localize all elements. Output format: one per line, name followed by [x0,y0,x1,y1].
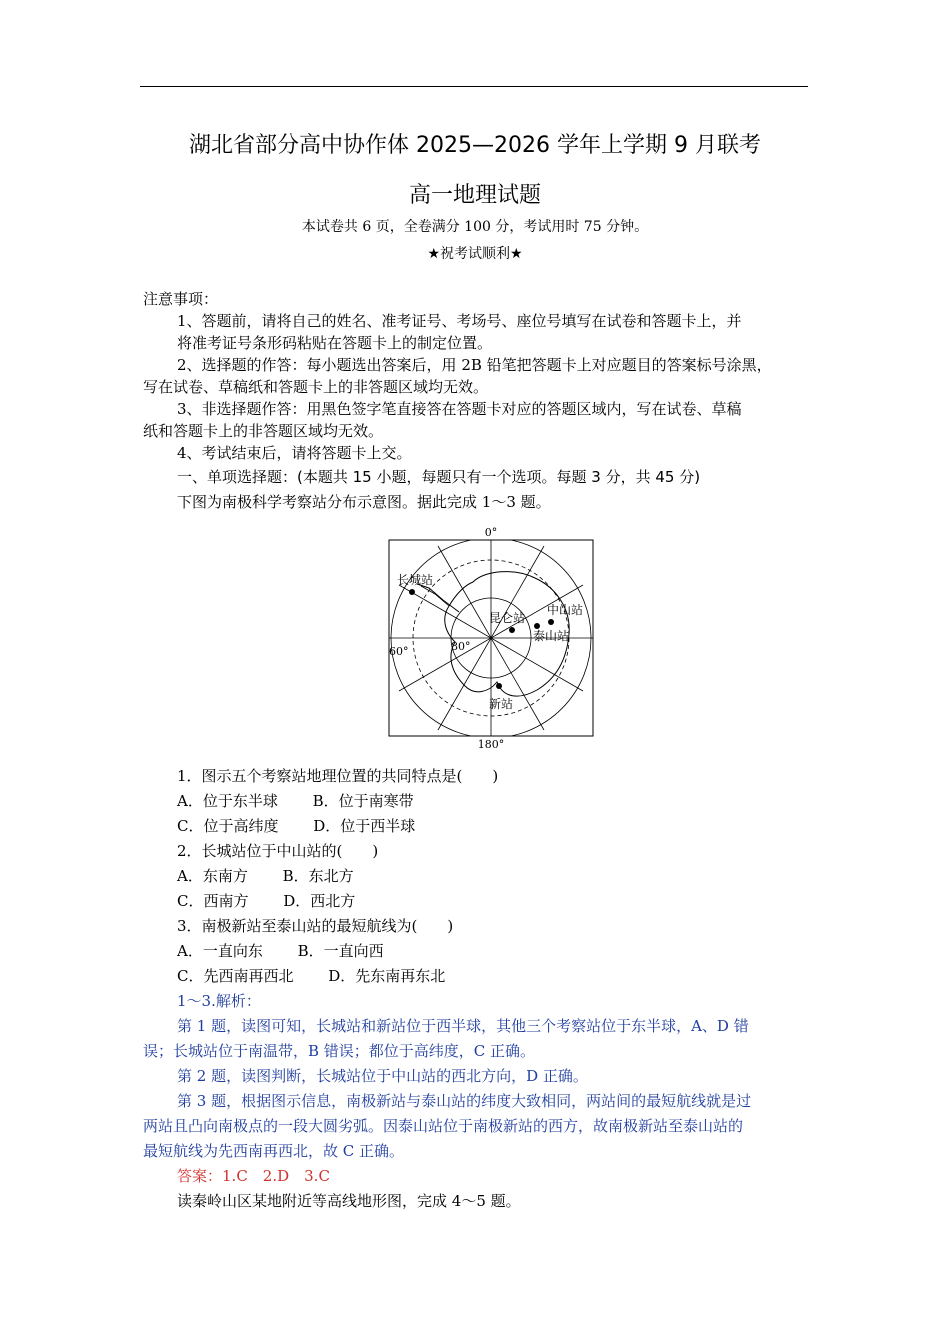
answer-text: 1.C 2.D 3.C [222,1167,330,1185]
question-stem: 2．长城站位于中山站的( ) [177,842,379,860]
question-options: C．西南方 D．西北方 [177,892,356,910]
question-stem: 1．图示五个考察站地理位置的共同特点是( ) [177,767,499,785]
section-heading [177,467,700,487]
analysis-line: 两站且凸向南极点的一段大圆劣弧。因泰山站位于南极新站的西方，故南极新站至泰山站的 [143,1117,744,1135]
question-intro: 读秦岭山区某地附近等高线地形图，完成 4～5 题。 [177,1192,521,1210]
analysis-line: 第 2 题，读图判断，长城站位于中山站的西北方向，D 正确。 [177,1067,588,1085]
station-label-xinzhan: 新站 [489,697,514,711]
good-luck-text: ★祝考试顺利★ [427,246,523,262]
station-label-taishan: 泰山站 [533,629,570,643]
map-label-60: 60° [389,645,409,658]
exam-meta: 本试卷共 6 页，全卷满分 100 分，考试用时 75 分钟。 [301,219,649,235]
exam-title: 湖北省部分高中协作体 2025—2026 学年上学期 9 月联考 [189,133,761,158]
header-rule [140,86,808,87]
notice-item: 写在试卷、草稿纸和答题卡上的非答题区域均无效。 [143,378,489,396]
analysis-line: 第 1 题，读图可知，长城站和新站位于西半球，其他三个考察站位于东半球，A、D 错 [177,1017,749,1035]
station-label-zhongshan: 中山站 [547,603,584,617]
question-options: A．东南方 B．东北方 [177,867,354,885]
station-dot-zhongshan [548,619,554,625]
map-label-80: 80° [451,640,471,653]
station-dot-kunlun [509,627,515,633]
exam-subtitle: 高一地理试题 [408,183,541,208]
question-intro: 下图为南极科学考察站分布示意图。据此完成 1～3 题。 [177,493,551,511]
station-label-kunlun: 昆仑站 [489,611,526,625]
notice-heading: 注意事项： [143,290,219,308]
notice-item: 2、选择题的作答：每小题选出答案后，用 2B 铅笔把答题卡上对应题目的答案标号涂黑， [177,356,772,374]
analysis-line: 误；长城站位于南温带，B 错误；都位于高纬度，C 正确。 [143,1042,536,1060]
station-label-changcheng: 长城站 [397,573,434,587]
analysis-line: 第 3 题，根据图示信息，南极新站与泰山站的纬度大致相同，两站间的最短航线就是过 [177,1092,752,1110]
station-dot-xinzhan [496,683,502,689]
notice-item: 4、考试结束后，请将答题卡上交。 [177,444,412,462]
question-options: A．位于东半球 B．位于南寒带 [177,792,414,810]
map-label-180: 180° [477,738,505,751]
analysis-heading: 1～3.解析： [177,992,261,1010]
question-options: C．先西南再西北 D．先东南再东北 [177,967,446,985]
question-options: C．位于高纬度 D．位于西半球 [177,817,416,835]
answer-label: 答案： [177,1167,223,1185]
map-label-0: 0° [484,526,498,539]
station-dot-changcheng [409,589,415,595]
section-prefix: 一、单项选择题： [177,468,298,486]
notice-item: 1、答题前，请将自己的姓名、准考证号、考场号、座位号填写在试卷和答题卡上，并 [177,312,742,330]
question-options: A．一直向东 B．一直向西 [177,942,384,960]
antarctic-station-map [385,522,597,752]
question-stem: 3．南极新站至泰山站的最短航线为( ) [177,917,454,935]
notice-item: 纸和答题卡上的非答题区域均无效。 [143,422,384,440]
section-detail: (本题共 15 小题，每题只有一个选项。每题 3 分，共 45 分) [297,468,701,486]
notice-item: 将准考证号条形码粘贴在答题卡上的制定位置。 [177,334,493,352]
answer-line [177,1166,330,1186]
analysis-line: 最短航线为先西南再西北，故 C 正确。 [143,1142,405,1160]
notice-item: 3、非选择题作答：用黑色签字笔直接答在答题卡对应的答题区域内，写在试卷、草稿 [177,400,742,418]
